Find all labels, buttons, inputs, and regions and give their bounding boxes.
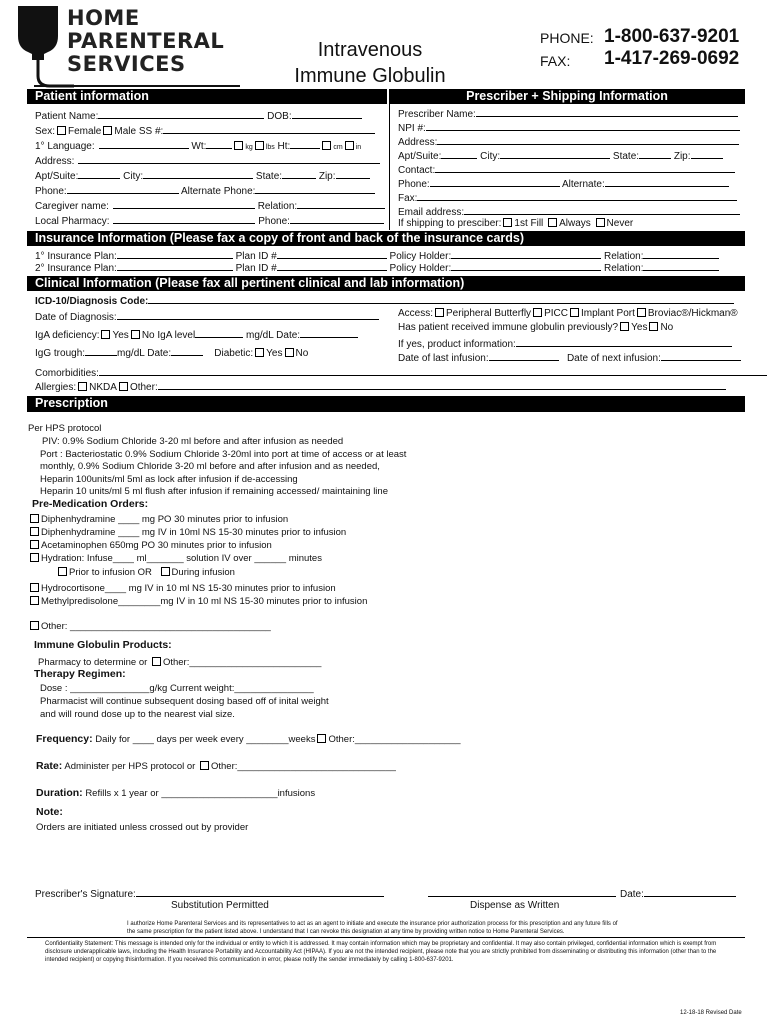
phone-label: PHONE: <box>540 30 594 46</box>
never-checkbox[interactable] <box>596 218 605 227</box>
pharmacy-phone-field[interactable] <box>290 214 384 224</box>
prescriber-fax-field[interactable] <box>417 191 737 201</box>
prescriber-alt-field[interactable] <box>605 177 729 187</box>
received-no-checkbox[interactable] <box>649 322 658 331</box>
patient-name-field[interactable] <box>98 109 264 119</box>
prescriber-phone-field[interactable] <box>430 177 560 187</box>
authorization-text: I authorize Home Parenteral Services and its representatives to act as an agent to initiate and execute the insurance prior authorization process for this prescription and any future fills of the same prescription for the patient listed above. I understand that I can revoke this designation at any time by providing written notice to Home Parenteral Services. <box>127 921 618 935</box>
butterfly-checkbox[interactable] <box>435 308 444 317</box>
pharm-note: and will round dose up to the nearest vial size. <box>40 709 235 720</box>
pharmacy-field[interactable] <box>113 214 255 224</box>
allergy-other-field[interactable] <box>158 380 726 390</box>
note-text: Orders are initiated unless crossed out by provider <box>36 822 249 833</box>
other-premed-checkbox[interactable] <box>30 621 39 630</box>
diabetic-no-checkbox[interactable] <box>285 348 294 357</box>
logo-line: SERVICES <box>67 52 186 76</box>
prior-checkbox[interactable] <box>58 567 67 576</box>
nkda-checkbox[interactable] <box>78 382 87 391</box>
phone-number: 1-800-637-9201 <box>604 26 740 47</box>
allergy-other-checkbox[interactable] <box>119 382 128 391</box>
fax-label: FAX: <box>540 53 571 69</box>
freq-other-checkbox[interactable] <box>317 734 326 743</box>
note-heading: Note: <box>36 806 63 818</box>
prescriber-address-field[interactable] <box>437 135 739 145</box>
email-field[interactable] <box>464 205 740 215</box>
iga-date-field[interactable] <box>300 328 358 338</box>
port-text: Port : Bacteriostatic 0.9% Sodium Chloride 3-20ml into port at time of access or at least <box>40 449 407 460</box>
patient-name-label: Patient Name: <box>35 111 99 122</box>
fax-number: 1-417-269-0692 <box>604 48 740 69</box>
premed-heading: Pre-Medication Orders: <box>32 498 149 510</box>
revised-date: 12-18-18 Revised Date <box>680 1010 742 1016</box>
date-field[interactable] <box>644 887 736 897</box>
zip-field[interactable] <box>336 169 370 179</box>
piv-text: PIV: 0.9% Sodium Chloride 3-20 ml before and after infusion as needed <box>42 436 344 447</box>
prescription-heading: Prescription <box>27 396 745 411</box>
relation-field[interactable] <box>297 199 385 209</box>
confidentiality-text: Confidentiality Statement: This message is intended only for the individual or entity to which it is addressed. It may contain information which may be proprietary and confidential. It may also contain privileged, confidential information which is exempt from disclosure underapplicable laws, including the Health Insurance Portability and Accountability Act (HIPAA). If you are not the intended recipient, please note that you are strictly prohibited from disseminating or distributing this information (other than to the intended recipient) or copying thisinformation. If you received this communication in error, please notify the sender immediately by calling 1-800-637-9201. <box>45 941 717 963</box>
plan2-field[interactable] <box>117 261 233 271</box>
iga-yes-checkbox[interactable] <box>101 330 110 339</box>
first-fill-checkbox[interactable] <box>503 218 512 227</box>
city-field[interactable] <box>143 169 253 179</box>
plan1-id-field[interactable] <box>277 249 387 259</box>
signature-label: Prescriber's Signature: <box>35 889 136 900</box>
prescriber-city-field[interactable] <box>500 149 610 159</box>
comorbidities-field[interactable] <box>99 366 767 376</box>
hydration-checkbox[interactable] <box>30 553 39 562</box>
lbs-checkbox[interactable] <box>255 141 264 150</box>
logo-line: PARENTERAL <box>67 29 225 53</box>
igg-field[interactable] <box>85 346 117 356</box>
dose-text: Dose : _______________g/kg Current weight:_______________ <box>40 683 314 694</box>
product-other-checkbox[interactable] <box>152 657 161 666</box>
apt-field[interactable] <box>78 169 120 179</box>
contact-field[interactable] <box>435 163 735 173</box>
male-checkbox[interactable] <box>103 126 112 135</box>
prescriber-name-field[interactable] <box>476 107 738 117</box>
plan2-id-field[interactable] <box>277 261 387 271</box>
prescriber-heading: Prescriber + Shipping Information <box>389 89 745 104</box>
holder1-field[interactable] <box>451 249 601 259</box>
hydrocortisone-checkbox[interactable] <box>30 583 39 592</box>
signature-field[interactable] <box>136 887 384 897</box>
iga-no-checkbox[interactable] <box>131 330 140 339</box>
implant-checkbox[interactable] <box>570 308 579 317</box>
plan1-field[interactable] <box>117 249 233 259</box>
prescriber-apt-field[interactable] <box>441 149 477 159</box>
dob-field[interactable] <box>292 109 362 119</box>
always-checkbox[interactable] <box>548 218 557 227</box>
alt-phone-field[interactable] <box>255 184 375 194</box>
clinical-heading: Clinical Information (Please fax all pertinent clinical and lab information) <box>27 276 745 291</box>
heparin-text: Heparin 100units/ml 5ml as lock after infusion if de-accessing <box>40 474 298 485</box>
diph-po-checkbox[interactable] <box>30 514 39 523</box>
relation2-field[interactable] <box>643 261 719 271</box>
products-heading: Immune Globulin Products: <box>34 639 172 651</box>
iga-level-field[interactable] <box>195 328 243 338</box>
protocol-text: Per HPS protocol <box>28 423 102 434</box>
substitution-label: Substitution Permitted <box>171 900 269 911</box>
duration-label: Duration: <box>36 787 83 799</box>
in-checkbox[interactable] <box>345 141 354 150</box>
igg-date-field[interactable] <box>171 346 203 356</box>
language-field[interactable] <box>99 139 189 149</box>
broviac-checkbox[interactable] <box>637 308 646 317</box>
last-infusion-field[interactable] <box>489 351 559 361</box>
state-field[interactable] <box>282 169 316 179</box>
next-infusion-field[interactable] <box>661 351 741 361</box>
address-field[interactable] <box>78 154 380 164</box>
holder2-field[interactable] <box>451 261 601 271</box>
form-title: Intravenous Immune Globulin <box>294 39 446 87</box>
received-yes-checkbox[interactable] <box>620 322 629 331</box>
diabetic-yes-checkbox[interactable] <box>255 348 264 357</box>
regimen-heading: Therapy Regimen: <box>34 668 126 680</box>
relation1-field[interactable] <box>643 249 719 259</box>
rate-label: Rate: <box>36 760 63 772</box>
product-field[interactable] <box>516 337 732 347</box>
prescriber-zip-field[interactable] <box>691 149 723 159</box>
port-text: monthly, 0.9% Sodium Chloride 3-20 ml before and after infusion and as needed, <box>40 461 380 472</box>
insurance-heading: Insurance Information (Please fax a copy of front and back of the insurance cards) <box>27 231 745 246</box>
kg-checkbox[interactable] <box>234 141 243 150</box>
npi-field[interactable] <box>426 121 740 131</box>
diph-iv-checkbox[interactable] <box>30 527 39 536</box>
frequency-label: Frequency: <box>36 733 93 745</box>
heparin-text: Heparin 10 units/ml 5 ml flush after infusion if remaining accessed/ maintaining line <box>40 486 388 497</box>
height-field[interactable] <box>290 139 320 149</box>
iv-bag-icon <box>14 4 74 92</box>
acet-checkbox[interactable] <box>30 540 39 549</box>
phone-field[interactable] <box>67 184 179 194</box>
logo-line: HOME <box>67 6 140 30</box>
dispense-label: Dispense as Written <box>470 900 560 911</box>
during-checkbox[interactable] <box>161 567 170 576</box>
female-checkbox[interactable] <box>57 126 66 135</box>
patient-heading: Patient information <box>27 89 387 104</box>
weight-field[interactable] <box>206 139 232 149</box>
prescriber-state-field[interactable] <box>639 149 671 159</box>
picc-checkbox[interactable] <box>533 308 542 317</box>
icd-field[interactable] <box>148 294 734 304</box>
rate-other-checkbox[interactable] <box>200 761 209 770</box>
methyl-checkbox[interactable] <box>30 596 39 605</box>
cm-checkbox[interactable] <box>322 141 331 150</box>
ss-field[interactable] <box>163 124 375 134</box>
date-dx-field[interactable] <box>117 310 379 320</box>
caregiver-field[interactable] <box>113 199 255 209</box>
pharm-note: Pharmacist will continue subsequent dosing based off of inital weight <box>40 696 329 707</box>
